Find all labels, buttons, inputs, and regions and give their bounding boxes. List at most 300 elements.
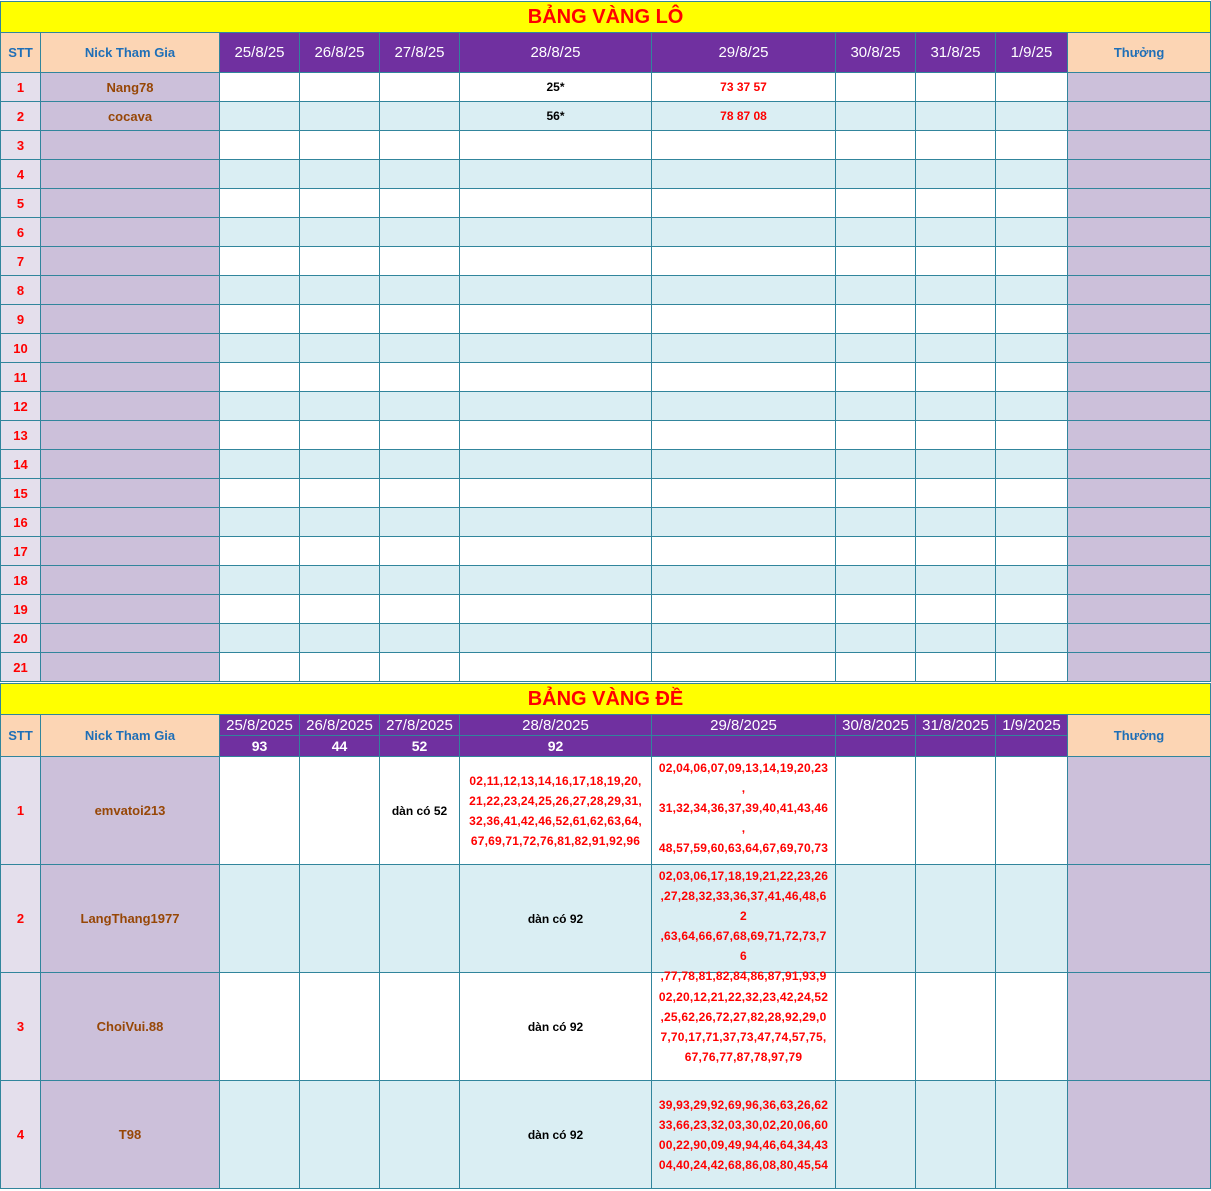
row-nick: [41, 653, 220, 682]
row-thuong: [1068, 392, 1211, 421]
lo-cell: [836, 276, 916, 305]
row-stt: 4: [1, 1081, 41, 1189]
row-nick: [41, 334, 220, 363]
lo-cell: [652, 479, 836, 508]
row-stt: 14: [1, 450, 41, 479]
lo-cell: [916, 160, 996, 189]
lo-cell: [836, 73, 916, 102]
lo-cell: [996, 131, 1068, 160]
lo-cell: [916, 624, 996, 653]
lo-cell: [996, 334, 1068, 363]
row-nick: [41, 508, 220, 537]
lo-cell: [380, 653, 460, 682]
lo-cell: [300, 160, 380, 189]
de-cell: [460, 757, 652, 865]
lo-cell: [460, 305, 652, 334]
lo-header-date: 31/8/25: [916, 33, 996, 73]
de-header-row: [1, 715, 1211, 736]
row-thuong: [1068, 247, 1211, 276]
lo-cell: 56*: [460, 102, 652, 131]
lo-cell: [380, 595, 460, 624]
lo-cell: [836, 479, 916, 508]
lo-cell: [300, 624, 380, 653]
lo-cell: [220, 363, 300, 392]
lo-cell: [300, 334, 380, 363]
lo-cell: [652, 276, 836, 305]
de-cell: [380, 865, 460, 973]
row-stt: 16: [1, 508, 41, 537]
lo-cell: [220, 595, 300, 624]
de-cell: [652, 1081, 836, 1189]
row-nick: LangThang1977: [41, 865, 220, 973]
lo-cell: [380, 421, 460, 450]
lo-cell: [380, 305, 460, 334]
lo-header-date: 25/8/25: [220, 33, 300, 73]
de-header-date: 26/8/2025: [300, 715, 380, 736]
lo-cell: [916, 363, 996, 392]
row-nick: [41, 363, 220, 392]
de-row: [1, 757, 1211, 865]
lo-row: [1, 131, 1211, 160]
lo-cell: [916, 653, 996, 682]
lo-cell: [996, 218, 1068, 247]
lo-cell: [220, 450, 300, 479]
lo-cell: [836, 537, 916, 566]
lo-cell: [916, 421, 996, 450]
lo-cell: [460, 247, 652, 276]
lo-cell: [996, 508, 1068, 537]
lo-cell: [220, 73, 300, 102]
lo-row: [1, 334, 1211, 363]
lo-cell: [460, 450, 652, 479]
lo-row: [1, 160, 1211, 189]
de-result: 93: [220, 736, 300, 757]
lo-cell: [380, 218, 460, 247]
lo-cell: [220, 102, 300, 131]
row-thuong: [1068, 276, 1211, 305]
row-nick: [41, 305, 220, 334]
lo-cell: [300, 363, 380, 392]
de-cell-text: [916, 1082, 995, 1188]
lo-cell: [220, 421, 300, 450]
lo-cell: [916, 479, 996, 508]
lo-cell: [996, 189, 1068, 218]
lo-cell: [996, 421, 1068, 450]
lo-row: [1, 73, 1211, 102]
de-cell: [996, 757, 1068, 865]
de-cell: [220, 973, 300, 1081]
lo-cell: [460, 508, 652, 537]
lo-cell: [460, 624, 652, 653]
lo-cell: [460, 363, 652, 392]
lo-row: [1, 595, 1211, 624]
de-cell: [996, 1081, 1068, 1189]
row-stt: 2: [1, 865, 41, 973]
lo-cell: [836, 305, 916, 334]
lo-cell: 78 87 08: [652, 102, 836, 131]
lo-row: [1, 653, 1211, 682]
de-header-date: 1/9/2025: [996, 715, 1068, 736]
row-thuong: [1068, 537, 1211, 566]
row-nick: [41, 189, 220, 218]
de-header-nick: Nick Tham Gia: [41, 715, 220, 757]
de-cell-text: dàn có 92: [527, 1127, 584, 1142]
lo-cell: [460, 653, 652, 682]
lo-cell: [836, 102, 916, 131]
lo-cell: [916, 218, 996, 247]
lo-cell: [996, 566, 1068, 595]
row-stt: 7: [1, 247, 41, 276]
row-stt: 11: [1, 363, 41, 392]
lo-cell: [652, 508, 836, 537]
row-thuong: [1068, 102, 1211, 131]
row-nick: ChoiVui.88: [41, 973, 220, 1081]
lo-cell: [996, 363, 1068, 392]
lo-cell: [996, 450, 1068, 479]
row-nick: [41, 276, 220, 305]
row-stt: 9: [1, 305, 41, 334]
lo-cell: [916, 566, 996, 595]
row-nick: T98: [41, 1081, 220, 1189]
lo-cell: [836, 334, 916, 363]
de-cell-text: [220, 866, 299, 972]
lo-cell: [996, 595, 1068, 624]
lo-cell: [916, 102, 996, 131]
row-thuong: [1068, 624, 1211, 653]
lo-cell: [300, 305, 380, 334]
de-cell: [380, 757, 460, 865]
row-nick: emvatoi213: [41, 757, 220, 865]
lo-cell: [996, 276, 1068, 305]
lo-cell: [916, 305, 996, 334]
de-cell-text: dàn có 92: [527, 1019, 584, 1034]
row-stt: 21: [1, 653, 41, 682]
row-stt: 1: [1, 73, 41, 102]
row-thuong: [1068, 334, 1211, 363]
lo-cell: [996, 73, 1068, 102]
row-thuong: [1068, 218, 1211, 247]
number-list: 02,04,06,07,09,13,14,19,20,23 , 31,32,34,36,37,39,40,41,43,46 , 48,57,59,60,63,64,67,69,70,73: [658, 760, 829, 855]
lo-cell: 73 37 57: [652, 73, 836, 102]
de-result: [996, 736, 1068, 757]
de-cell: [996, 865, 1068, 973]
lo-cell: [220, 218, 300, 247]
row-stt: 20: [1, 624, 41, 653]
lo-cell: [652, 131, 836, 160]
row-thuong: [1068, 363, 1211, 392]
lo-cell: [836, 624, 916, 653]
number-list: 02,03,06,17,18,19,21,22,23,26 ,27,28,32,33,36,37,41,46,48,6 2 ,63,64,66,67,68,69,71,72,73,7 6: [658, 868, 829, 963]
lo-cell: [300, 218, 380, 247]
lo-cell: [916, 131, 996, 160]
lo-cell: [460, 479, 652, 508]
row-stt: 8: [1, 276, 41, 305]
de-row: [1, 973, 1211, 1081]
lo-cell: [300, 566, 380, 595]
row-thuong: [1068, 479, 1211, 508]
lo-cell: [300, 392, 380, 421]
lo-row: [1, 537, 1211, 566]
lo-cell: [220, 189, 300, 218]
row-nick: [41, 131, 220, 160]
de-cell: [220, 865, 300, 973]
lo-cell: [380, 131, 460, 160]
lo-row: [1, 479, 1211, 508]
lo-cell: [220, 624, 300, 653]
de-cell-text: [996, 758, 1067, 864]
row-stt: 5: [1, 189, 41, 218]
lo-cell: [916, 73, 996, 102]
row-thuong: [1068, 508, 1211, 537]
lo-cell: [300, 479, 380, 508]
lo-cell: [916, 450, 996, 479]
de-header-date: 28/8/2025: [460, 715, 652, 736]
de-title: BẢNG VÀNG ĐỀ: [1, 684, 1211, 715]
row-thuong: [1068, 595, 1211, 624]
de-cell: [996, 973, 1068, 1081]
lo-row: [1, 508, 1211, 537]
de-header-date: 27/8/2025: [380, 715, 460, 736]
de-cell: [460, 973, 652, 1081]
lo-cell: [836, 363, 916, 392]
lo-cell: [300, 189, 380, 218]
lo-cell: [996, 102, 1068, 131]
lo-cell: [652, 189, 836, 218]
de-cell: [836, 1081, 916, 1189]
row-stt: 3: [1, 131, 41, 160]
lo-cell: [460, 276, 652, 305]
lo-cell: [300, 537, 380, 566]
lo-cell: [836, 392, 916, 421]
de-cell: [380, 973, 460, 1081]
de-cell: [836, 973, 916, 1081]
lo-cell: [380, 160, 460, 189]
row-thuong: [1068, 1081, 1211, 1189]
lo-cell: [652, 537, 836, 566]
row-nick: Nang78: [41, 73, 220, 102]
de-cell: [916, 757, 996, 865]
de-cell-text: [996, 974, 1067, 1080]
number-list: 02,20,12,21,22,32,23,42,24,52 ,25,62,26,72,27,82,28,92,29,0 7,70,17,71,37,73,47,74,57,75, 67,76,77,87,78,97,79: [658, 989, 829, 1064]
lo-cell: [996, 479, 1068, 508]
lo-cell: [996, 653, 1068, 682]
lo-row: [1, 102, 1211, 131]
lo-cell: [652, 334, 836, 363]
lo-cell: [380, 102, 460, 131]
lo-cell: [300, 102, 380, 131]
lo-cell: 25*: [460, 73, 652, 102]
de-cell-text: [836, 974, 915, 1080]
lo-header-date: 27/8/25: [380, 33, 460, 73]
lo-header-nick: Nick Tham Gia: [41, 33, 220, 73]
de-cell-text: [916, 866, 995, 972]
row-stt: 17: [1, 537, 41, 566]
lo-cell: [220, 653, 300, 682]
de-cell-text: [300, 974, 379, 1080]
row-thuong: [1068, 973, 1211, 1081]
lo-cell: [220, 392, 300, 421]
lo-cell: [300, 421, 380, 450]
lo-cell: [460, 218, 652, 247]
de-result: [916, 736, 996, 757]
de-header-stt: STT: [1, 715, 41, 757]
de-result: 44: [300, 736, 380, 757]
lo-cell: [916, 247, 996, 276]
lo-cell: [460, 421, 652, 450]
lo-cell: [380, 363, 460, 392]
lo-cell: [380, 479, 460, 508]
lo-cell: [220, 479, 300, 508]
row-thuong: [1068, 450, 1211, 479]
lo-cell: [652, 363, 836, 392]
lo-cell: [652, 450, 836, 479]
de-header-date: 31/8/2025: [916, 715, 996, 736]
de-cell: [300, 1081, 380, 1189]
lo-cell: [220, 305, 300, 334]
de-cell: [300, 973, 380, 1081]
row-thuong: [1068, 73, 1211, 102]
lo-cell: [380, 392, 460, 421]
row-stt: 1: [1, 757, 41, 865]
lo-header-stt: STT: [1, 33, 41, 73]
de-cell-text: [996, 1082, 1067, 1188]
row-nick: [41, 247, 220, 276]
de-cell-text: dàn có 52: [391, 803, 448, 818]
de-cell-text: [220, 758, 299, 864]
lo-cell: [652, 595, 836, 624]
lo-cell: [220, 160, 300, 189]
de-cell-text: [300, 1082, 379, 1188]
lo-row: [1, 218, 1211, 247]
lo-row: [1, 363, 1211, 392]
lo-cell: [300, 247, 380, 276]
lo-cell: [220, 508, 300, 537]
lo-cell: [996, 537, 1068, 566]
number-list: 39,93,29,92,69,96,36,63,26,62 33,66,23,32,03,30,02,20,06,60 00,22,90,09,49,94,46,64,34,43 04,40,24,42,68,86,08,80,45,54: [658, 1097, 829, 1172]
row-nick: [41, 566, 220, 595]
lo-cell: [300, 450, 380, 479]
lo-header-row: [1, 33, 1211, 73]
lo-cell: [916, 508, 996, 537]
row-thuong: [1068, 757, 1211, 865]
row-stt: 4: [1, 160, 41, 189]
lo-cell: [380, 537, 460, 566]
row-nick: [41, 218, 220, 247]
lo-row: [1, 421, 1211, 450]
lo-cell: [300, 73, 380, 102]
lo-header-date: 26/8/25: [300, 33, 380, 73]
row-stt: 3: [1, 973, 41, 1081]
lo-cell: [836, 508, 916, 537]
row-thuong: [1068, 653, 1211, 682]
lo-cell: [652, 653, 836, 682]
row-stt: 10: [1, 334, 41, 363]
lo-cell: [380, 73, 460, 102]
lo-header-date: 30/8/25: [836, 33, 916, 73]
lo-cell: [652, 392, 836, 421]
lo-header-date: 29/8/25: [652, 33, 836, 73]
lo-cell: [836, 566, 916, 595]
lo-row: [1, 450, 1211, 479]
lo-cell: [380, 450, 460, 479]
lo-row: [1, 566, 1211, 595]
de-cell-text: [996, 866, 1067, 972]
lo-cell: [300, 595, 380, 624]
row-thuong: [1068, 131, 1211, 160]
lo-header-date: 1/9/25: [996, 33, 1068, 73]
de-cell: [916, 865, 996, 973]
lo-cell: [996, 160, 1068, 189]
lo-cell: [652, 305, 836, 334]
row-thuong: [1068, 566, 1211, 595]
lo-cell: [836, 450, 916, 479]
lo-row: [1, 276, 1211, 305]
lo-cell: [836, 595, 916, 624]
lo-cell: [996, 624, 1068, 653]
de-cell: [300, 865, 380, 973]
lo-header-date: 28/8/25: [460, 33, 652, 73]
de-cell-text: [220, 974, 299, 1080]
lo-cell: [300, 276, 380, 305]
lo-cell: [220, 566, 300, 595]
lo-cell: [652, 218, 836, 247]
lo-cell: [380, 189, 460, 218]
row-nick: [41, 595, 220, 624]
lo-cell: [380, 276, 460, 305]
lo-cell: [380, 508, 460, 537]
de-cell-text: [916, 758, 995, 864]
de-cell: [460, 1081, 652, 1189]
lo-title: BẢNG VÀNG LÔ: [1, 2, 1211, 33]
row-stt: 19: [1, 595, 41, 624]
de-cell: [652, 973, 836, 1081]
lo-cell: [300, 131, 380, 160]
lo-cell: [460, 392, 652, 421]
lo-row: [1, 624, 1211, 653]
lo-cell: [460, 131, 652, 160]
de-header-thuong: Thưởng: [1068, 715, 1211, 757]
lo-cell: [916, 392, 996, 421]
lo-row: [1, 305, 1211, 334]
lo-row: [1, 189, 1211, 218]
row-thuong: [1068, 865, 1211, 973]
de-cell: [916, 973, 996, 1081]
lo-cell: [652, 421, 836, 450]
de-result: 52: [380, 736, 460, 757]
de-cell: [652, 757, 836, 865]
lo-cell: [460, 160, 652, 189]
de-cell-text: [836, 758, 915, 864]
de-header-date: 30/8/2025: [836, 715, 916, 736]
row-nick: [41, 421, 220, 450]
de-row: [1, 1081, 1211, 1189]
lo-cell: [460, 566, 652, 595]
row-stt: 2: [1, 102, 41, 131]
lo-cell: [652, 624, 836, 653]
lo-header-thuong: Thưởng: [1068, 33, 1211, 73]
de-cell-text: [300, 866, 379, 972]
lo-cell: [836, 247, 916, 276]
de-cell: [652, 865, 836, 973]
lo-cell: [220, 247, 300, 276]
lo-cell: [652, 566, 836, 595]
de-row: [1, 865, 1211, 973]
row-nick: [41, 537, 220, 566]
lo-cell: [460, 537, 652, 566]
de-result: [652, 736, 836, 757]
lo-cell: [916, 537, 996, 566]
row-thuong: [1068, 189, 1211, 218]
